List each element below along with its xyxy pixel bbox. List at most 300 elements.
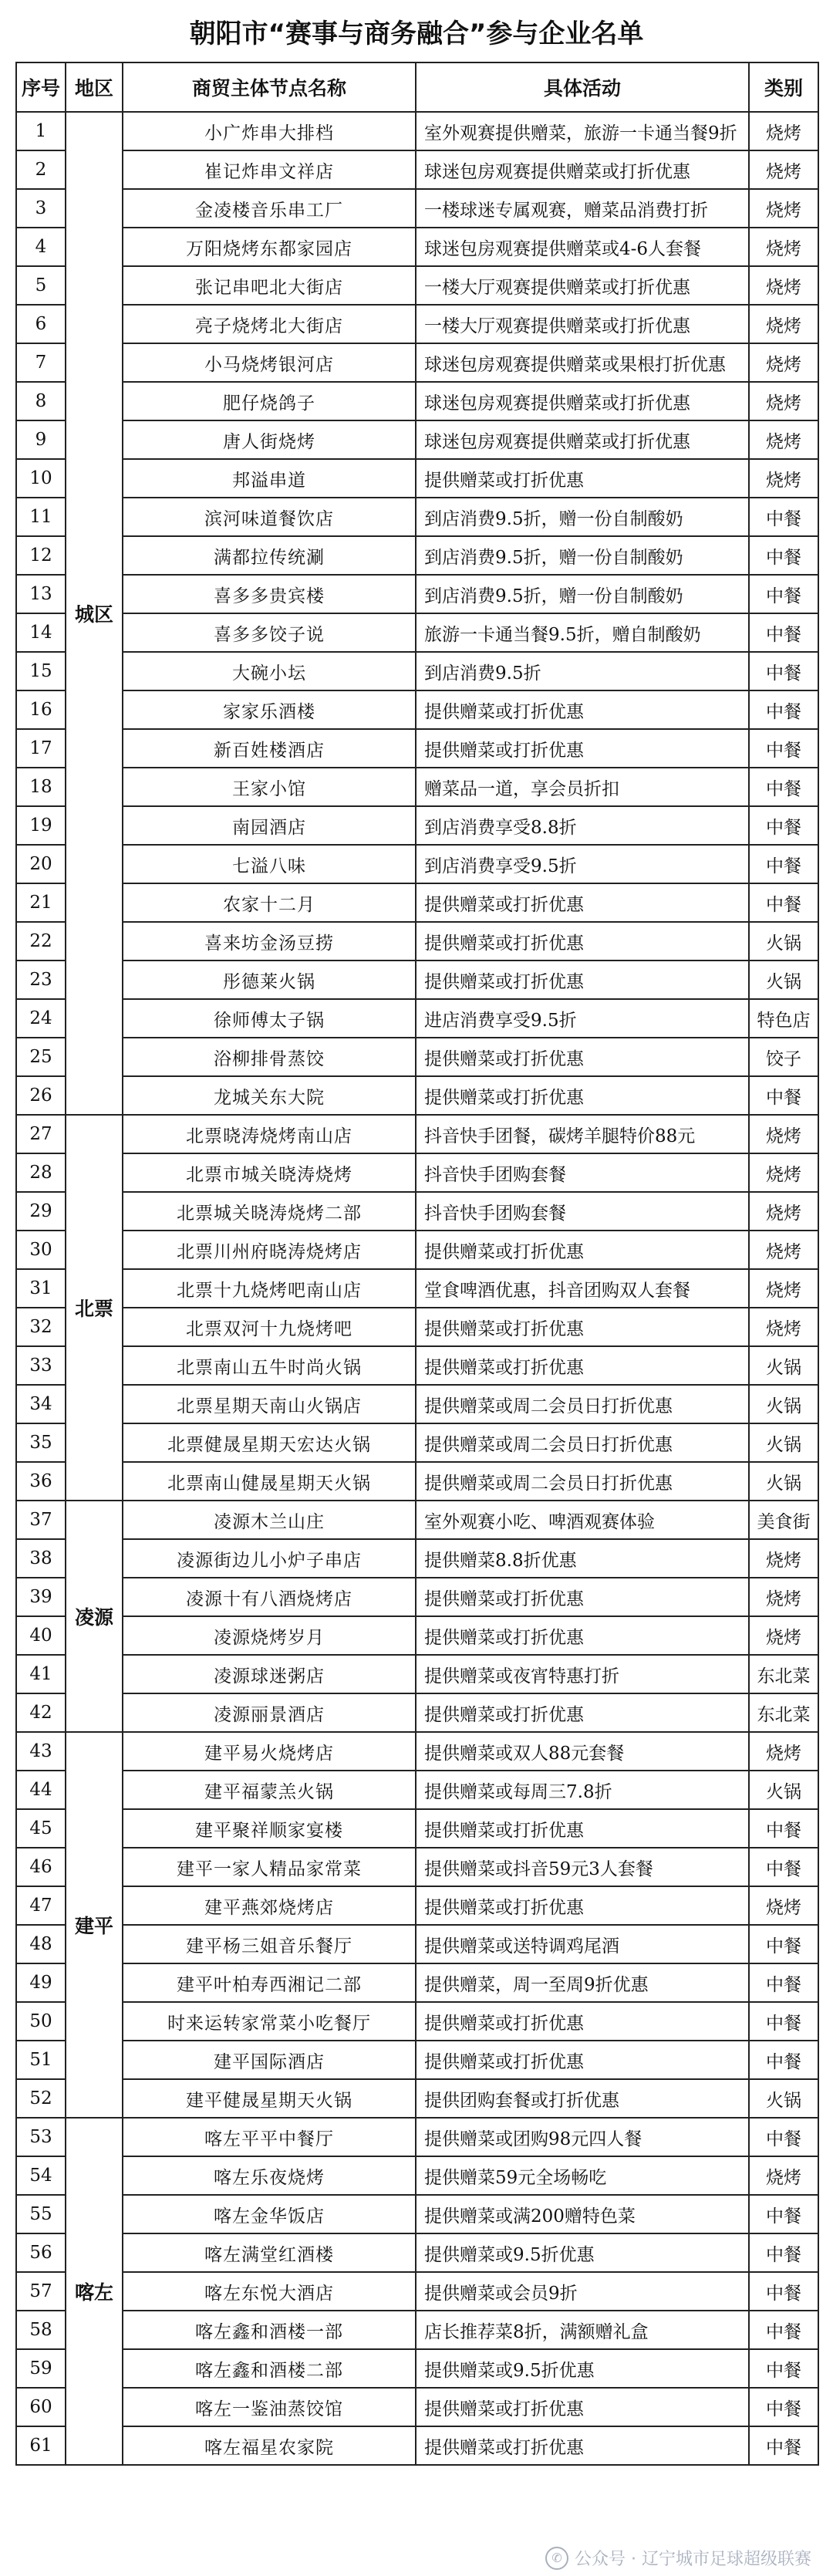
enterprise-table: [15, 62, 819, 2466]
category: 中餐: [749, 2272, 818, 2311]
row-index: 16: [16, 690, 66, 729]
business-name: 新百姓楼酒店: [123, 729, 416, 768]
activity: 提供赠菜或打折优惠: [416, 1038, 749, 1076]
business-name: 建平一家人精品家常菜: [123, 1848, 416, 1886]
header-activity: 具体活动: [416, 62, 749, 112]
activity: 提供赠菜或打折优惠: [416, 1886, 749, 1925]
business-name: 金凌楼音乐串工厂: [123, 189, 416, 228]
business-name: 王家小馆: [123, 768, 416, 806]
table-row: [16, 1539, 818, 1578]
business-name: 喜来坊金汤豆捞: [123, 922, 416, 961]
table-row: [16, 498, 818, 536]
row-index: 3: [16, 189, 66, 228]
business-name: 邦溢串道: [123, 459, 416, 498]
category: 中餐: [749, 2426, 818, 2465]
table-row: [16, 459, 818, 498]
table-row: [16, 2002, 818, 2041]
table-row: [16, 729, 818, 768]
table-body: [16, 112, 818, 2465]
activity: 提供赠菜或周二会员日打折优惠: [416, 1462, 749, 1501]
activity: 抖音快手团购套餐: [416, 1153, 749, 1192]
business-name: 七溢八味: [123, 845, 416, 883]
row-index: 17: [16, 729, 66, 768]
activity: 提供赠菜或9.5折优惠: [416, 2233, 749, 2272]
business-name: 喜多多贵宾楼: [123, 575, 416, 613]
business-name: 张记串吧北大街店: [123, 266, 416, 305]
category: 东北菜: [749, 1693, 818, 1732]
business-name: 建平易火烧烤店: [123, 1732, 416, 1771]
business-name: 喀左鑫和酒楼二部: [123, 2349, 416, 2388]
row-index: 52: [16, 2079, 66, 2118]
category: 火锅: [749, 2079, 818, 2118]
row-index: 11: [16, 498, 66, 536]
business-name: 北票川州府晓涛烧烤店: [123, 1231, 416, 1269]
row-index: 44: [16, 1771, 66, 1809]
activity: 球迷包房观赛提供赠菜或打折优惠: [416, 382, 749, 420]
category: 中餐: [749, 536, 818, 575]
table-header-row: [16, 62, 818, 112]
business-name: 喀左福星农家院: [123, 2426, 416, 2465]
table-row: [16, 150, 818, 189]
table-row: [16, 2118, 818, 2156]
category: 中餐: [749, 2195, 818, 2233]
table-row: [16, 2041, 818, 2079]
row-index: 2: [16, 150, 66, 189]
row-index: 56: [16, 2233, 66, 2272]
table-row: [16, 189, 818, 228]
activity: 提供赠菜或打折优惠: [416, 1076, 749, 1115]
category: 烧烤: [749, 1115, 818, 1153]
activity: 抖音快手团餐，碳烤羊腿特价88元: [416, 1115, 749, 1153]
business-name: 北票南山五牛时尚火锅: [123, 1346, 416, 1385]
category: 火锅: [749, 1423, 818, 1462]
activity: 到店消费享受9.5折: [416, 845, 749, 883]
row-index: 20: [16, 845, 66, 883]
row-index: 33: [16, 1346, 66, 1385]
row-index: 19: [16, 806, 66, 845]
table-row: [16, 1925, 818, 1963]
activity: 提供赠菜或满200赠特色菜: [416, 2195, 749, 2233]
business-name: 北票城关晓涛烧烤二部: [123, 1192, 416, 1231]
category: 烧烤: [749, 2156, 818, 2195]
category: 烧烤: [749, 382, 818, 420]
table-row: [16, 2272, 818, 2311]
table-row: [16, 999, 818, 1038]
row-index: 14: [16, 613, 66, 652]
activity: 一楼球迷专属观赛，赠菜品消费打折: [416, 189, 749, 228]
table-row: [16, 536, 818, 575]
activity: 店长推荐菜8折，满额赠礼盒: [416, 2311, 749, 2349]
activity: 提供赠菜或打折优惠: [416, 883, 749, 922]
category: 烧烤: [749, 112, 818, 150]
business-name: 喀左鑫和酒楼一部: [123, 2311, 416, 2349]
category: 中餐: [749, 613, 818, 652]
business-name: 肥仔烧鸽子: [123, 382, 416, 420]
activity: 提供赠菜或打折优惠: [416, 1809, 749, 1848]
category: 中餐: [749, 768, 818, 806]
table-row: [16, 961, 818, 999]
category: 美食街: [749, 1501, 818, 1539]
table-row: [16, 1423, 818, 1462]
business-name: 小广炸串大排档: [123, 112, 416, 150]
category: 烧烤: [749, 1269, 818, 1308]
business-name: 北票市城关晓涛烧烤: [123, 1153, 416, 1192]
header-region: 地区: [66, 62, 123, 112]
table-row: [16, 1115, 818, 1153]
activity: 球迷包房观赛提供赠菜或4-6人套餐: [416, 228, 749, 266]
row-index: 27: [16, 1115, 66, 1153]
activity: 提供赠菜或会员9折: [416, 2272, 749, 2311]
activity: 提供赠菜59元全场畅吃: [416, 2156, 749, 2195]
region-cell: 喀左: [66, 2118, 123, 2465]
activity: 提供赠菜或夜宵特惠打折: [416, 1655, 749, 1693]
category: 中餐: [749, 729, 818, 768]
table-row: [16, 1076, 818, 1115]
category: 火锅: [749, 1346, 818, 1385]
business-name: 亮子烧烤北大街店: [123, 305, 416, 343]
category: 中餐: [749, 845, 818, 883]
category: 中餐: [749, 1848, 818, 1886]
activity: 到店消费9.5折，赠一份自制酸奶: [416, 536, 749, 575]
row-index: 32: [16, 1308, 66, 1346]
business-name: 凌源十有八酒烧烤店: [123, 1578, 416, 1616]
table-row: [16, 2233, 818, 2272]
activity: 提供赠菜或周二会员日打折优惠: [416, 1423, 749, 1462]
row-index: 28: [16, 1153, 66, 1192]
business-name: 万阳烧烤东都家园店: [123, 228, 416, 266]
business-name: 建平国际酒店: [123, 2041, 416, 2079]
activity: 提供赠菜或打折优惠: [416, 961, 749, 999]
category: 中餐: [749, 690, 818, 729]
table-row: [16, 845, 818, 883]
row-index: 12: [16, 536, 66, 575]
category: 烧烤: [749, 420, 818, 459]
table-row: [16, 1578, 818, 1616]
table-row: [16, 1771, 818, 1809]
category: 火锅: [749, 922, 818, 961]
category: 中餐: [749, 2388, 818, 2426]
business-name: 崔记炸串文祥店: [123, 150, 416, 189]
category: 中餐: [749, 1963, 818, 2002]
region-cell: 建平: [66, 1732, 123, 2118]
category: 中餐: [749, 2118, 818, 2156]
header-index: 序号: [16, 62, 66, 112]
table-row: [16, 768, 818, 806]
business-name: 南园酒店: [123, 806, 416, 845]
table-row: [16, 1192, 818, 1231]
category: 烧烤: [749, 305, 818, 343]
table-row: [16, 2388, 818, 2426]
category: 烧烤: [749, 1153, 818, 1192]
row-index: 24: [16, 999, 66, 1038]
row-index: 51: [16, 2041, 66, 2079]
category: 中餐: [749, 2233, 818, 2272]
table-row: [16, 883, 818, 922]
region-cell: 城区: [66, 112, 123, 1115]
activity: 提供团购套餐或打折优惠: [416, 2079, 749, 2118]
table-row: [16, 922, 818, 961]
row-index: 1: [16, 112, 66, 150]
row-index: 60: [16, 2388, 66, 2426]
region-cell: 凌源: [66, 1501, 123, 1732]
row-index: 30: [16, 1231, 66, 1269]
activity: 提供赠菜或送特调鸡尾酒: [416, 1925, 749, 1963]
business-name: 家家乐酒楼: [123, 690, 416, 729]
category: 烧烤: [749, 1616, 818, 1655]
category: 中餐: [749, 806, 818, 845]
page-title: 朝阳市“赛事与商务融合”参与企业名单: [189, 18, 644, 49]
activity: 赠菜品一道，享会员折扣: [416, 768, 749, 806]
activity: 提供赠菜或周二会员日打折优惠: [416, 1385, 749, 1423]
table-row: [16, 1308, 818, 1346]
row-index: 13: [16, 575, 66, 613]
business-name: 喀左平平中餐厅: [123, 2118, 416, 2156]
row-index: 47: [16, 1886, 66, 1925]
business-name: 建平聚祥顺家宴楼: [123, 1809, 416, 1848]
table-row: [16, 613, 818, 652]
category: 烧烤: [749, 1539, 818, 1578]
category: 烧烤: [749, 459, 818, 498]
table-row: [16, 112, 818, 150]
row-index: 26: [16, 1076, 66, 1115]
row-index: 48: [16, 1925, 66, 1963]
activity: 堂食啤酒优惠，抖音团购双人套餐: [416, 1269, 749, 1308]
category: 火锅: [749, 1462, 818, 1501]
business-name: 建平叶柏寿西湘记二部: [123, 1963, 416, 2002]
row-index: 39: [16, 1578, 66, 1616]
table-row: [16, 806, 818, 845]
table-row: [16, 1462, 818, 1501]
header-category: 类别: [749, 62, 818, 112]
table-row: [16, 1153, 818, 1192]
activity: 一楼大厅观赛提供赠菜或打折优惠: [416, 305, 749, 343]
table-row: [16, 1732, 818, 1771]
row-index: 41: [16, 1655, 66, 1693]
category: 烧烤: [749, 189, 818, 228]
category: 中餐: [749, 1925, 818, 1963]
table-row: [16, 2195, 818, 2233]
category: 烧烤: [749, 1886, 818, 1925]
row-index: 46: [16, 1848, 66, 1886]
table-row: [16, 1963, 818, 2002]
business-name: 凌源烧烤岁月: [123, 1616, 416, 1655]
category: 中餐: [749, 1076, 818, 1115]
row-index: 43: [16, 1732, 66, 1771]
business-name: 凌源木兰山庄: [123, 1501, 416, 1539]
table-row: [16, 575, 818, 613]
row-index: 61: [16, 2426, 66, 2465]
category: 烧烤: [749, 266, 818, 305]
business-name: 北票星期天南山火锅店: [123, 1385, 416, 1423]
row-index: 10: [16, 459, 66, 498]
category: 中餐: [749, 2002, 818, 2041]
business-name: 北票南山健晟星期天火锅: [123, 1462, 416, 1501]
category: 烧烤: [749, 1192, 818, 1231]
activity: 提供赠菜或打折优惠: [416, 729, 749, 768]
activity: 一楼大厅观赛提供赠菜或打折优惠: [416, 266, 749, 305]
business-name: 农家十二月: [123, 883, 416, 922]
activity: 提供赠菜或打折优惠: [416, 1578, 749, 1616]
row-index: 22: [16, 922, 66, 961]
row-index: 21: [16, 883, 66, 922]
table-row: [16, 2079, 818, 2118]
row-index: 35: [16, 1423, 66, 1462]
row-index: 29: [16, 1192, 66, 1231]
category: 烧烤: [749, 1578, 818, 1616]
row-index: 38: [16, 1539, 66, 1578]
row-index: 50: [16, 2002, 66, 2041]
row-index: 58: [16, 2311, 66, 2349]
row-index: 45: [16, 1809, 66, 1848]
activity: 抖音快手团购套餐: [416, 1192, 749, 1231]
table-row: [16, 1231, 818, 1269]
business-name: 龙城关东大院: [123, 1076, 416, 1115]
activity: 提供赠菜或团购98元四人餐: [416, 2118, 749, 2156]
business-name: 满都拉传统涮: [123, 536, 416, 575]
category: 火锅: [749, 1385, 818, 1423]
business-name: 凌源街边儿小炉子串店: [123, 1539, 416, 1578]
business-name: 喀左满堂红酒楼: [123, 2233, 416, 2272]
table-row: [16, 1616, 818, 1655]
table-row: [16, 343, 818, 382]
activity: 球迷包房观赛提供赠菜或打折优惠: [416, 150, 749, 189]
row-index: 55: [16, 2195, 66, 2233]
business-name: 凌源球迷粥店: [123, 1655, 416, 1693]
activity: 到店消费享受8.8折: [416, 806, 749, 845]
table-row: [16, 2156, 818, 2195]
table-row: [16, 305, 818, 343]
category: 特色店: [749, 999, 818, 1038]
business-name: 喀左东悦大酒店: [123, 2272, 416, 2311]
category: 烧烤: [749, 1231, 818, 1269]
activity: 提供赠菜或打折优惠: [416, 1308, 749, 1346]
table-row: [16, 266, 818, 305]
business-name: 喀左一鉴油蒸饺馆: [123, 2388, 416, 2426]
business-name: 北票晓涛烧烤南山店: [123, 1115, 416, 1153]
business-name: 喜多多饺子说: [123, 613, 416, 652]
row-index: 42: [16, 1693, 66, 1732]
category: 饺子: [749, 1038, 818, 1076]
activity: 提供赠菜或打折优惠: [416, 690, 749, 729]
business-name: 建平福蒙羔火锅: [123, 1771, 416, 1809]
row-index: 4: [16, 228, 66, 266]
table-row: [16, 1269, 818, 1308]
category: 中餐: [749, 575, 818, 613]
watermark: [545, 2546, 811, 2570]
business-name: 建平杨三姐音乐餐厅: [123, 1925, 416, 1963]
table-row: [16, 652, 818, 690]
category: 烧烤: [749, 1308, 818, 1346]
activity: 提供赠菜或打折优惠: [416, 1231, 749, 1269]
activity: 提供赠菜或打折优惠: [416, 2426, 749, 2465]
business-name: 北票双河十九烧烤吧: [123, 1308, 416, 1346]
activity: 球迷包房观赛提供赠菜或果根打折优惠: [416, 343, 749, 382]
row-index: 31: [16, 1269, 66, 1308]
business-name: 时来运转家常菜小吃餐厅: [123, 2002, 416, 2041]
category: 中餐: [749, 498, 818, 536]
activity: 提供赠菜或打折优惠: [416, 2041, 749, 2079]
category: 火锅: [749, 961, 818, 999]
row-index: 7: [16, 343, 66, 382]
category: 中餐: [749, 2311, 818, 2349]
row-index: 6: [16, 305, 66, 343]
category: 中餐: [749, 883, 818, 922]
business-name: 浴柳排骨蒸饺: [123, 1038, 416, 1076]
table-row: [16, 1886, 818, 1925]
table-row: [16, 1655, 818, 1693]
business-name: 大碗小坛: [123, 652, 416, 690]
row-index: 37: [16, 1501, 66, 1539]
category: 中餐: [749, 1809, 818, 1848]
activity: 提供赠菜或9.5折优惠: [416, 2349, 749, 2388]
table-row: [16, 1385, 818, 1423]
watermark-text: 公众号 · 辽宁城市足球超级联赛: [575, 2550, 811, 2569]
row-index: 57: [16, 2272, 66, 2311]
row-index: 18: [16, 768, 66, 806]
business-name: 滨河味道餐饮店: [123, 498, 416, 536]
row-index: 54: [16, 2156, 66, 2195]
business-name: 喀左乐夜烧烤: [123, 2156, 416, 2195]
table-row: [16, 228, 818, 266]
business-name: 凌源丽景酒店: [123, 1693, 416, 1732]
table-row: [16, 690, 818, 729]
row-index: 53: [16, 2118, 66, 2156]
activity: 提供赠菜8.8折优惠: [416, 1539, 749, 1578]
table-row: [16, 2311, 818, 2349]
activity: 提供赠菜或打折优惠: [416, 1346, 749, 1385]
row-index: 5: [16, 266, 66, 305]
table-row: [16, 1501, 818, 1539]
category: 中餐: [749, 2349, 818, 2388]
row-index: 8: [16, 382, 66, 420]
business-name: 彤德莱火锅: [123, 961, 416, 999]
region-cell: 北票: [66, 1115, 123, 1501]
category: 中餐: [749, 652, 818, 690]
row-index: 34: [16, 1385, 66, 1423]
activity: 旅游一卡通当餐9.5折，赠自制酸奶: [416, 613, 749, 652]
activity: 提供赠菜，周一至周9折优惠: [416, 1963, 749, 2002]
table-row: [16, 1809, 818, 1848]
activity: 到店消费9.5折，赠一份自制酸奶: [416, 498, 749, 536]
row-index: 49: [16, 1963, 66, 2002]
category: 烧烤: [749, 343, 818, 382]
activity: 提供赠菜或打折优惠: [416, 459, 749, 498]
activity: 提供赠菜或打折优惠: [416, 922, 749, 961]
business-name: 唐人街烧烤: [123, 420, 416, 459]
activity: 提供赠菜或打折优惠: [416, 2388, 749, 2426]
business-name: 徐师傅太子锅: [123, 999, 416, 1038]
category: 火锅: [749, 1771, 818, 1809]
business-name: 小马烧烤银河店: [123, 343, 416, 382]
activity: 提供赠菜或双人88元套餐: [416, 1732, 749, 1771]
table-row: [16, 2349, 818, 2388]
activity: 提供赠菜或打折优惠: [416, 2002, 749, 2041]
row-index: 59: [16, 2349, 66, 2388]
activity: 提供赠菜或抖音59元3人套餐: [416, 1848, 749, 1886]
activity: 到店消费9.5折: [416, 652, 749, 690]
table-row: [16, 1346, 818, 1385]
activity: 球迷包房观赛提供赠菜或打折优惠: [416, 420, 749, 459]
table-row: [16, 1848, 818, 1886]
table-row: [16, 382, 818, 420]
row-index: 9: [16, 420, 66, 459]
category: 烧烤: [749, 228, 818, 266]
table-row: [16, 420, 818, 459]
activity: 提供赠菜或打折优惠: [416, 1616, 749, 1655]
category: 烧烤: [749, 150, 818, 189]
activity: 提供赠菜或打折优惠: [416, 1693, 749, 1732]
header-name: 商贸主体节点名称: [123, 62, 416, 112]
